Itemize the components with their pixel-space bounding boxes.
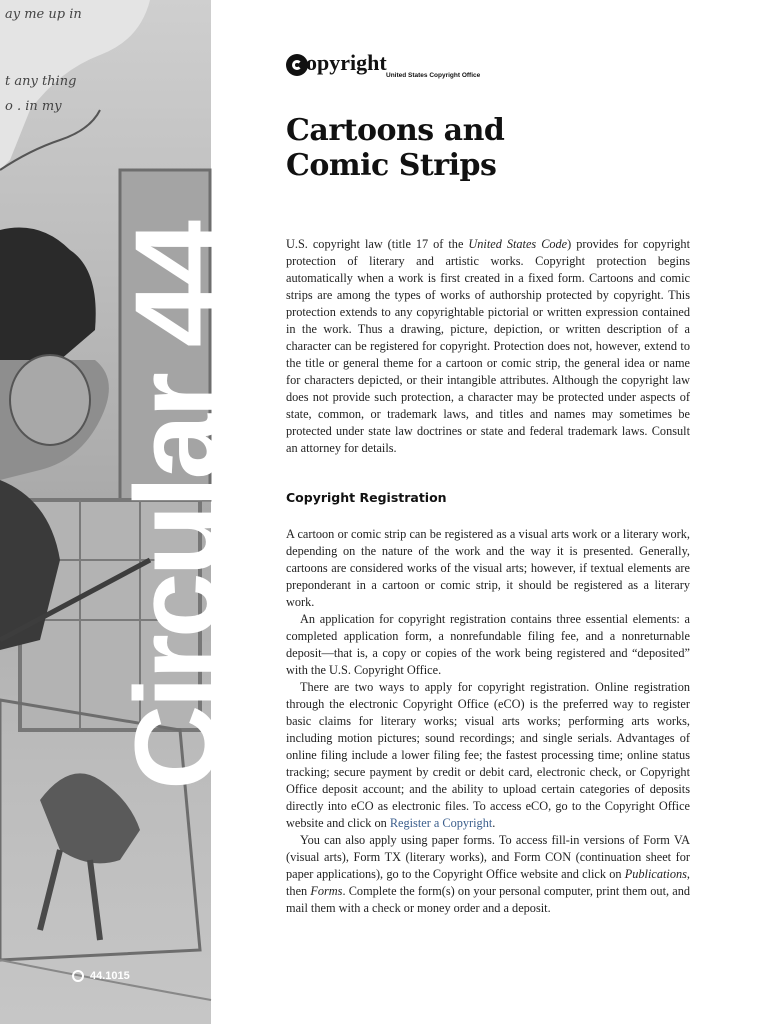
intro-text-italic: United States Code xyxy=(468,237,568,251)
paragraph-4-text-c: . Complete the form(s) on your personal computer, print them out, and mail them with a check or money order and a deposit. xyxy=(286,884,690,915)
section-heading: Copyright Registration xyxy=(286,490,447,505)
document-number-label: 44.1015 xyxy=(90,970,130,982)
intro-text-start: U.S. copyright law (title 17 of the xyxy=(286,237,469,251)
page-title xyxy=(286,113,706,183)
forms-italic: Forms xyxy=(310,884,343,898)
intro-text-end: ) provides for copyright protection of literary and artistic works. Copyright protection begins automatically when a work is first created in a fixed form. Cartoons and comic strips are among the types of works of authorship protected by copyright. This protection extends to any copyrightable pictorial or written expression contained in the work. Thus a drawing, picture, depiction, or written description of a character can be registered for copyright. Protection does not, however, extend to the title or general theme for a cartoon or comic strip, the general idea or name for characters depicted, or their intangible attributes. Although the copyright law does not provide such protection, a character may be protected under aspects of state, common, or trademark laws, and titles and names may sometimes be protected under state law doctrines or state and federal trademark laws. Consult an attorney for details. xyxy=(286,237,690,455)
publications-italic: Publications xyxy=(624,867,687,881)
logo-wordmark: opyright xyxy=(306,50,387,75)
paragraph-4-text-a: You can also apply using paper forms. To access fill-in versions of Form VA (visual arts), Form TX (literary works), and Form CON (continuation sheet for paper applications), go to the Copyright Office website and click on xyxy=(286,833,690,881)
intro-paragraph xyxy=(286,236,690,457)
register-a-copyright-link[interactable]: Register a Copyright xyxy=(389,816,493,830)
registration-section xyxy=(286,526,690,917)
circular-vertical-title: Circular 44 xyxy=(111,224,243,790)
registration-paragraph-2: An application for copyright registration contains three essential elements: a completed application form, a nonrefundable filing fee, and a nonreturnable deposit—that is, a copy or copies of the work being registered and “deposited” with the U.S. Copyright Office. xyxy=(286,612,690,677)
copyright-mark-icon xyxy=(72,970,84,982)
title-line-2: Comic Strips xyxy=(286,148,497,183)
sidebar-illustration xyxy=(0,0,243,1024)
svg-text:ay me up in: ay me up in xyxy=(5,7,82,22)
logo-subtitle: United States Copyright Office xyxy=(386,72,481,79)
paragraph-3-end: . xyxy=(492,816,496,830)
registration-paragraph-3 xyxy=(286,679,690,832)
copyright-office-logo xyxy=(286,52,486,84)
copyright-logo-icon xyxy=(286,54,308,76)
registration-paragraph-4 xyxy=(286,832,690,917)
registration-paragraph-1: A cartoon or comic strip can be registered as a visual arts work or a literary work, depending on the nature of the work and the way it is presented. Generally, cartoons are considered works of the visual arts; however, if textual elements are preponderant in a cartoon or comic strip, it should be registered as a literary work. xyxy=(286,527,690,609)
svg-text:t any thing: t any thing xyxy=(5,74,77,89)
svg-text:o . in my: o . in my xyxy=(5,99,62,114)
paragraph-3-text: There are two ways to apply for copyright registration. Online registration through the electronic Copyright Office (eCO) is the preferred way to register basic claims for literary works; visual arts works; performing arts works, including motion pictures; sound recordings; and single serials. Advantages of online filing include a lower filing fee; the fastest processing time; online status tracking; secure payment by credit or debit card, electronic check, or Copyright Office deposit account; and the ability to upload certain categories of deposits directly into eCO as electronic files. To access eCO, go to the Copyright Office website and click on xyxy=(286,680,690,830)
document-number xyxy=(72,970,130,982)
intro-section xyxy=(286,236,690,457)
paragraph-4-text-b: , then xyxy=(286,867,690,898)
title-line-1: Cartoons and xyxy=(286,113,505,148)
